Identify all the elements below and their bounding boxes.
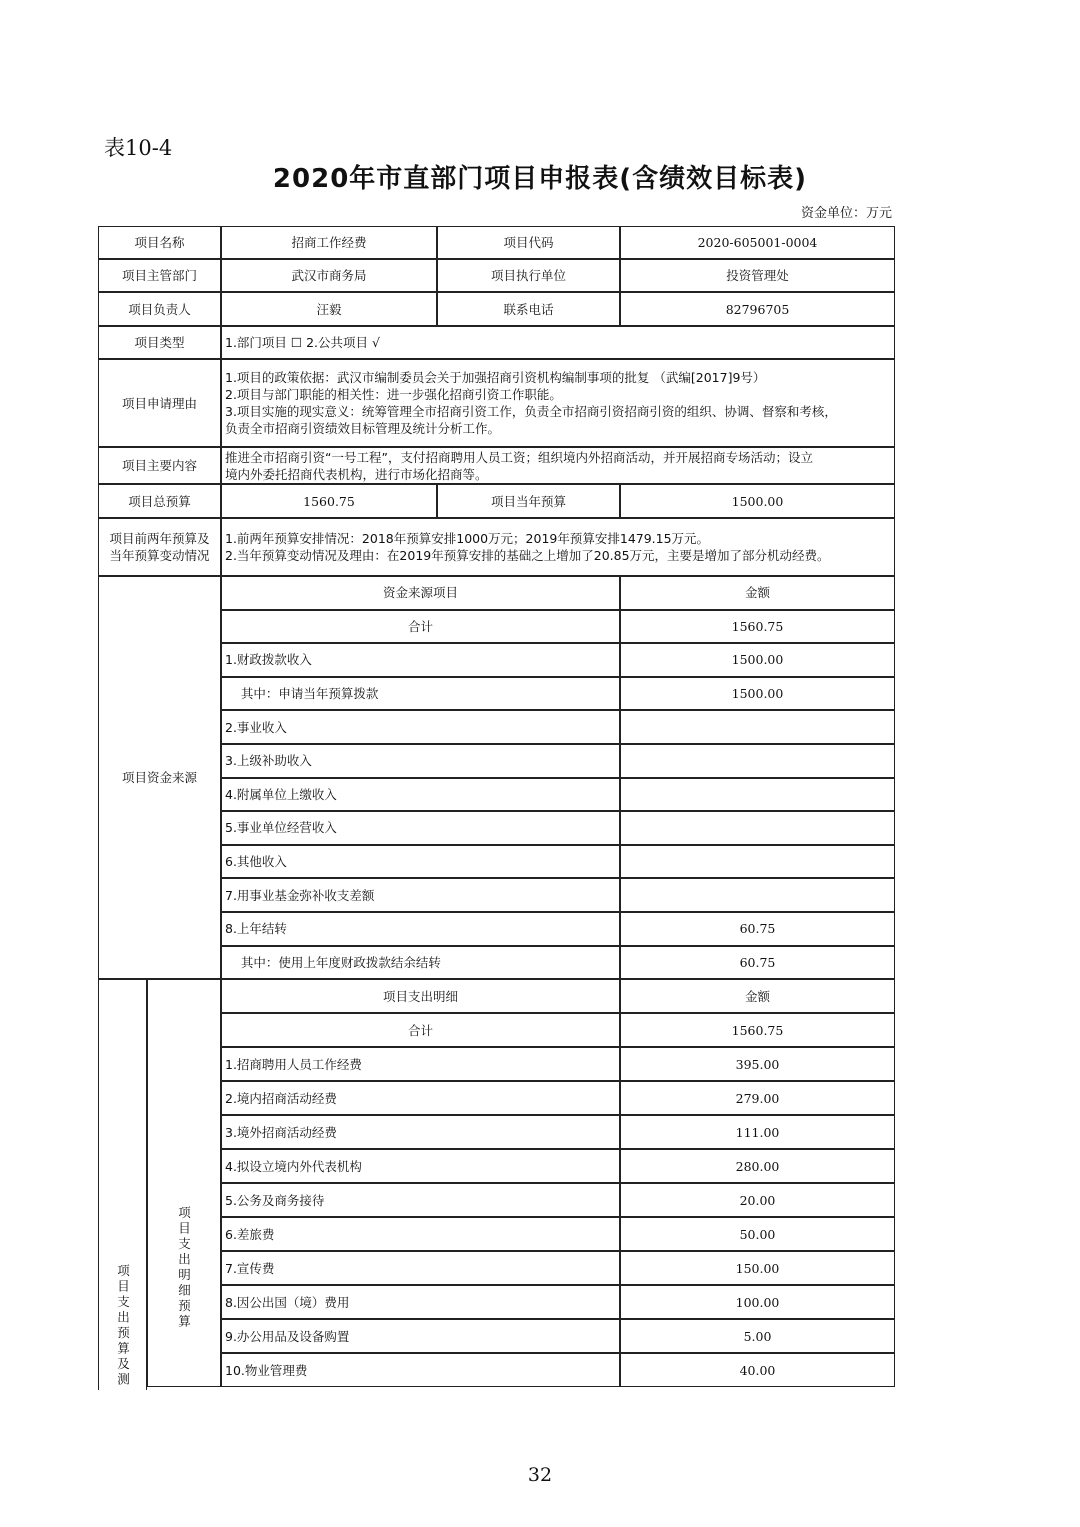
expense-row-amount: 1560.75 [620, 1013, 895, 1047]
expense-row-item: 7.宣传费 [221, 1251, 620, 1285]
funding-col-amount: 金额 [620, 576, 895, 610]
funding-row-item: 4.附属单位上缴收入 [221, 778, 620, 812]
expense-row-amount: 100.00 [620, 1285, 895, 1319]
reason-line: 1.项目的政策依据：武汉市编制委员会关于加强招商引资机构编制事项的批复 （武编[2017]9号） [225, 370, 766, 385]
page-number: 32 [527, 1464, 553, 1486]
dept-label: 项目主管部门 [98, 259, 221, 292]
owner-value: 汪毅 [221, 292, 437, 326]
owner-label: 项目负责人 [98, 292, 221, 326]
document-title: 2020年市直部门项目申报表(含绩效目标表) [272, 164, 808, 194]
budget-change-label-line: 项目前两年预算及 [109, 531, 210, 546]
phone-value: 82796705 [620, 292, 895, 326]
expense-inner-label: 项目支出明细预算 [176, 1206, 192, 1331]
expense-row-item: 3.境外招商活动经费 [221, 1115, 620, 1149]
project-name: 招商工作经费 [221, 226, 437, 259]
reason-line: 3.项目实施的现实意义：统筹管理全市招商引资工作，负责全市招商引资招商引资的组织、协调、督察和考核， [225, 404, 837, 419]
funding-row-item: 2.事业收入 [221, 710, 620, 744]
expense-outer-label-cell [98, 979, 147, 1390]
funding-row-amount [620, 811, 895, 845]
funding-row-amount [620, 710, 895, 744]
funding-row-item: 8.上年结转 [221, 912, 620, 946]
expense-row-amount: 5.00 [620, 1319, 895, 1353]
expense-row-amount: 50.00 [620, 1217, 895, 1251]
phone-label: 联系电话 [437, 292, 620, 326]
funding-row-item: 其中：使用上年度财政拨款结余结转 [221, 946, 620, 980]
expense-row-item: 1.招商聘用人员工作经费 [221, 1047, 620, 1081]
funding-row-amount [620, 845, 895, 879]
expense-row-item: 9.办公用品及设备购置 [221, 1319, 620, 1353]
funding-section-label: 项目资金来源 [98, 576, 221, 979]
total-budget-value: 1560.75 [221, 484, 437, 518]
change-line: 2.当年预算变动情况及理由：在2019年预算安排的基础之上增加了20.85万元，主要是增加了部分机动经费。 [225, 548, 830, 563]
funding-row-item: 合计 [221, 610, 620, 644]
budget-change-text [221, 518, 895, 576]
exec-unit-value: 投资管理处 [620, 259, 895, 292]
expense-row-item: 2.境内招商活动经费 [221, 1081, 620, 1115]
content-line: 境内外委托招商代表机构，进行市场化招商等。 [225, 466, 488, 482]
year-budget-label: 项目当年预算 [437, 484, 620, 518]
funding-row-amount: 1500.00 [620, 677, 895, 711]
expense-col-item: 项目支出明细 [221, 979, 620, 1013]
expense-row-amount: 40.00 [620, 1353, 895, 1387]
expense-row-item: 合计 [221, 1013, 620, 1047]
expense-row-item: 8.因公出国（境）费用 [221, 1285, 620, 1319]
funding-row-amount: 1560.75 [620, 610, 895, 644]
expense-row-item: 4.拟设立境内外代表机构 [221, 1149, 620, 1183]
funding-row-amount: 1500.00 [620, 643, 895, 677]
expense-row-amount: 20.00 [620, 1183, 895, 1217]
funding-row-amount: 60.75 [620, 912, 895, 946]
funding-row-item: 6.其他收入 [221, 845, 620, 879]
content-label: 项目主要内容 [98, 447, 221, 484]
reason-label: 项目申请理由 [98, 359, 221, 447]
budget-change-label [98, 518, 221, 576]
reason-line: 2.项目与部门职能的相关性：进一步强化招商引资工作职能。 [225, 387, 562, 402]
expense-inner-label-cell [147, 979, 221, 1387]
unit-note: 资金单位：万元 [800, 206, 892, 221]
expense-outer-label: 项目支出预算及测 [115, 1263, 131, 1388]
year-budget-value: 1500.00 [620, 484, 895, 518]
funding-row-amount: 60.75 [620, 946, 895, 980]
funding-row-item: 7.用事业基金弥补收支差额 [221, 878, 620, 912]
funding-row-item: 其中：申请当年预算拨款 [221, 677, 620, 711]
type-label: 项目类型 [98, 326, 221, 359]
expense-row-item: 5.公务及商务接待 [221, 1183, 620, 1217]
content-line: 推进全市招商引资“一号工程”，支付招商聘用人员工资；组织境内外招商活动，并开展招商专场活动；设立 [225, 449, 813, 465]
funding-row-amount [620, 744, 895, 778]
expense-col-amount: 金额 [620, 979, 895, 1013]
funding-row-item: 1.财政拨款收入 [221, 643, 620, 677]
funding-row-amount [620, 778, 895, 812]
expense-row-item: 10.物业管理费 [221, 1353, 620, 1387]
funding-row-item: 5.事业单位经营收入 [221, 811, 620, 845]
expense-row-amount: 111.00 [620, 1115, 895, 1149]
type-value: 1.部门项目 ☐ 2.公共项目 √ [221, 326, 895, 359]
budget-change-label-line: 当年预算变动情况 [109, 548, 210, 563]
exec-unit-label: 项目执行单位 [437, 259, 620, 292]
project-name-label: 项目名称 [98, 226, 221, 259]
expense-row-amount: 150.00 [620, 1251, 895, 1285]
expense-row-item: 6.差旅费 [221, 1217, 620, 1251]
expense-row-amount: 280.00 [620, 1149, 895, 1183]
total-budget-label: 项目总预算 [98, 484, 221, 518]
dept-value: 武汉市商务局 [221, 259, 437, 292]
change-line: 1.前两年预算安排情况：2018年预算安排1000万元；2019年预算安排1479.15万元。 [225, 531, 710, 546]
reason-text [221, 359, 895, 447]
reason-line: 负责全市招商引资绩效目标管理及统计分析工作。 [225, 421, 501, 436]
funding-row-item: 3.上级补助收入 [221, 744, 620, 778]
project-code-label: 项目代码 [437, 226, 620, 259]
table-number: 表10-4 [104, 136, 173, 160]
expense-row-amount: 395.00 [620, 1047, 895, 1081]
content-text [221, 447, 895, 484]
project-code: 2020-605001-0004 [620, 226, 895, 259]
funding-row-amount [620, 878, 895, 912]
expense-row-amount: 279.00 [620, 1081, 895, 1115]
funding-col-item: 资金来源项目 [221, 576, 620, 610]
